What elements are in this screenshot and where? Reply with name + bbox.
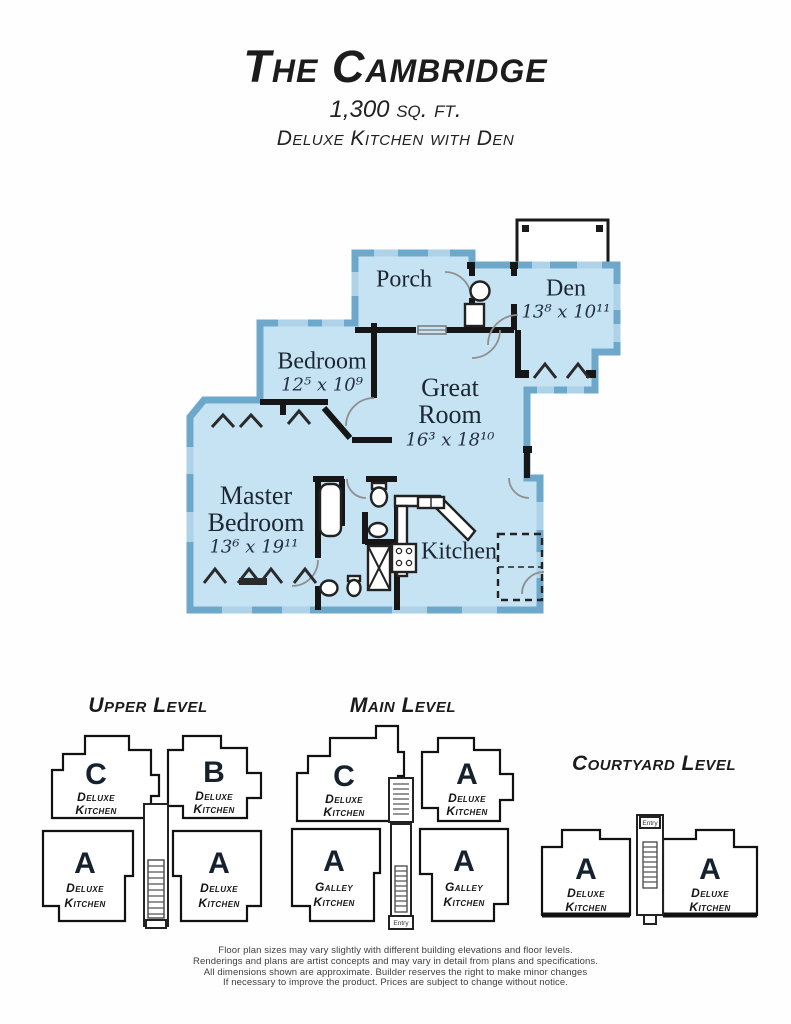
unit-abr-type2: Kitchen: [443, 895, 485, 909]
upper-level-drawing: [33, 718, 263, 936]
main-level-title: Main Level: [349, 694, 457, 717]
unit-ar-letter: A: [699, 853, 721, 886]
room-label-great-1: Great: [421, 373, 479, 402]
room-dims-great: 16³ x 18¹⁰: [405, 429, 495, 451]
unit-abr-type1: Deluxe: [200, 881, 238, 895]
main-stair-shaft: [389, 778, 413, 929]
deck-outline: [517, 220, 608, 265]
header: [0, 41, 791, 151]
courtyard-level-title: Courtyard Level: [571, 752, 737, 775]
disclaimer: [0, 946, 791, 989]
room-dims-den: 13⁸ x 10¹¹: [521, 301, 611, 323]
unit-b-letter: B: [203, 756, 225, 789]
unit-abr-type1: Galley: [445, 880, 483, 894]
unit-abr-letter: A: [453, 845, 475, 878]
unit-abl-type1: Deluxe: [66, 881, 104, 895]
disclaimer-line-1: Floor plan sizes may vary slightly with different building elevations and floor levels.: [218, 945, 573, 956]
unit-ar-type2: Kitchen: [689, 900, 731, 914]
room-label-bedroom: Bedroom: [277, 348, 367, 375]
room-dims-bedroom: 12⁵ x 10⁹: [281, 374, 363, 396]
unit-atr-letter: A: [456, 758, 478, 791]
unit-al-type2: Kitchen: [565, 900, 607, 914]
room-label-kitchen: Kitchen: [421, 538, 497, 565]
unit-abr-letter: A: [208, 847, 230, 880]
unit-c-letter: C: [333, 760, 355, 793]
unit-b-type1: Deluxe: [195, 789, 233, 803]
sliding-door: [418, 326, 446, 334]
upper-level-diagram: [33, 694, 263, 939]
unit-abl-letter: A: [323, 845, 345, 878]
unit-b-type2: Kitchen: [193, 802, 235, 816]
unit-al-letter: A: [575, 853, 597, 886]
unit-ar-type1: Deluxe: [691, 886, 729, 900]
room-label-porch: Porch: [376, 266, 432, 293]
upper-stair-shaft: [144, 804, 168, 928]
courtyard-level-drawing: [538, 782, 768, 927]
main-entry-label: Entry: [393, 920, 409, 927]
plan-subtitle: Deluxe Kitchen with Den: [276, 127, 515, 150]
courtyard-entry-label: Entry: [642, 820, 658, 827]
unit-atr-type2: Kitchen: [446, 804, 488, 818]
square-footage: 1,300 sq. ft.: [329, 96, 462, 123]
unit-c-type2: Kitchen: [323, 805, 365, 819]
unit-abl-type2: Kitchen: [313, 895, 355, 909]
courtyard-level-diagram: [538, 752, 770, 937]
unit-c-letter: C: [85, 758, 107, 791]
unit-atr-type1: Deluxe: [448, 791, 486, 805]
courtyard-stair-shaft: [637, 815, 663, 924]
disclaimer-line-3: All dimensions shown are approximate. Builder reserves the right to make minor changes: [203, 966, 588, 978]
main-floor-plan: [182, 212, 622, 614]
unit-al-type1: Deluxe: [567, 886, 605, 900]
room-label-great-2: Room: [418, 400, 482, 429]
unit-abl-type1: Galley: [315, 880, 353, 894]
unit-abl-type2: Kitchen: [64, 896, 106, 910]
disclaimer-line-2: Renderings and plans are artist concepts and may vary in detail from plans and specifications.: [193, 955, 598, 967]
upper-level-title: Upper Level: [88, 694, 208, 717]
main-level-diagram: [288, 694, 518, 939]
page-title: The Cambridge: [243, 41, 548, 92]
unit-abr-type2: Kitchen: [198, 896, 240, 910]
room-dims-master: 13⁶ x 19¹¹: [209, 536, 299, 558]
room-label-den: Den: [546, 275, 586, 302]
main-level-drawing: [288, 718, 518, 936]
room-label-master-1: Master: [219, 481, 293, 510]
unit-abl-letter: A: [74, 847, 96, 880]
unit-c-type1: Deluxe: [77, 790, 115, 804]
unit-c-type2: Kitchen: [75, 803, 117, 817]
room-label-master-2: Bedroom: [207, 508, 305, 537]
unit-c-type1: Deluxe: [325, 792, 363, 806]
disclaimer-line-4: If necessary to improve the product. Prices are subject to change without notice.: [223, 977, 568, 989]
